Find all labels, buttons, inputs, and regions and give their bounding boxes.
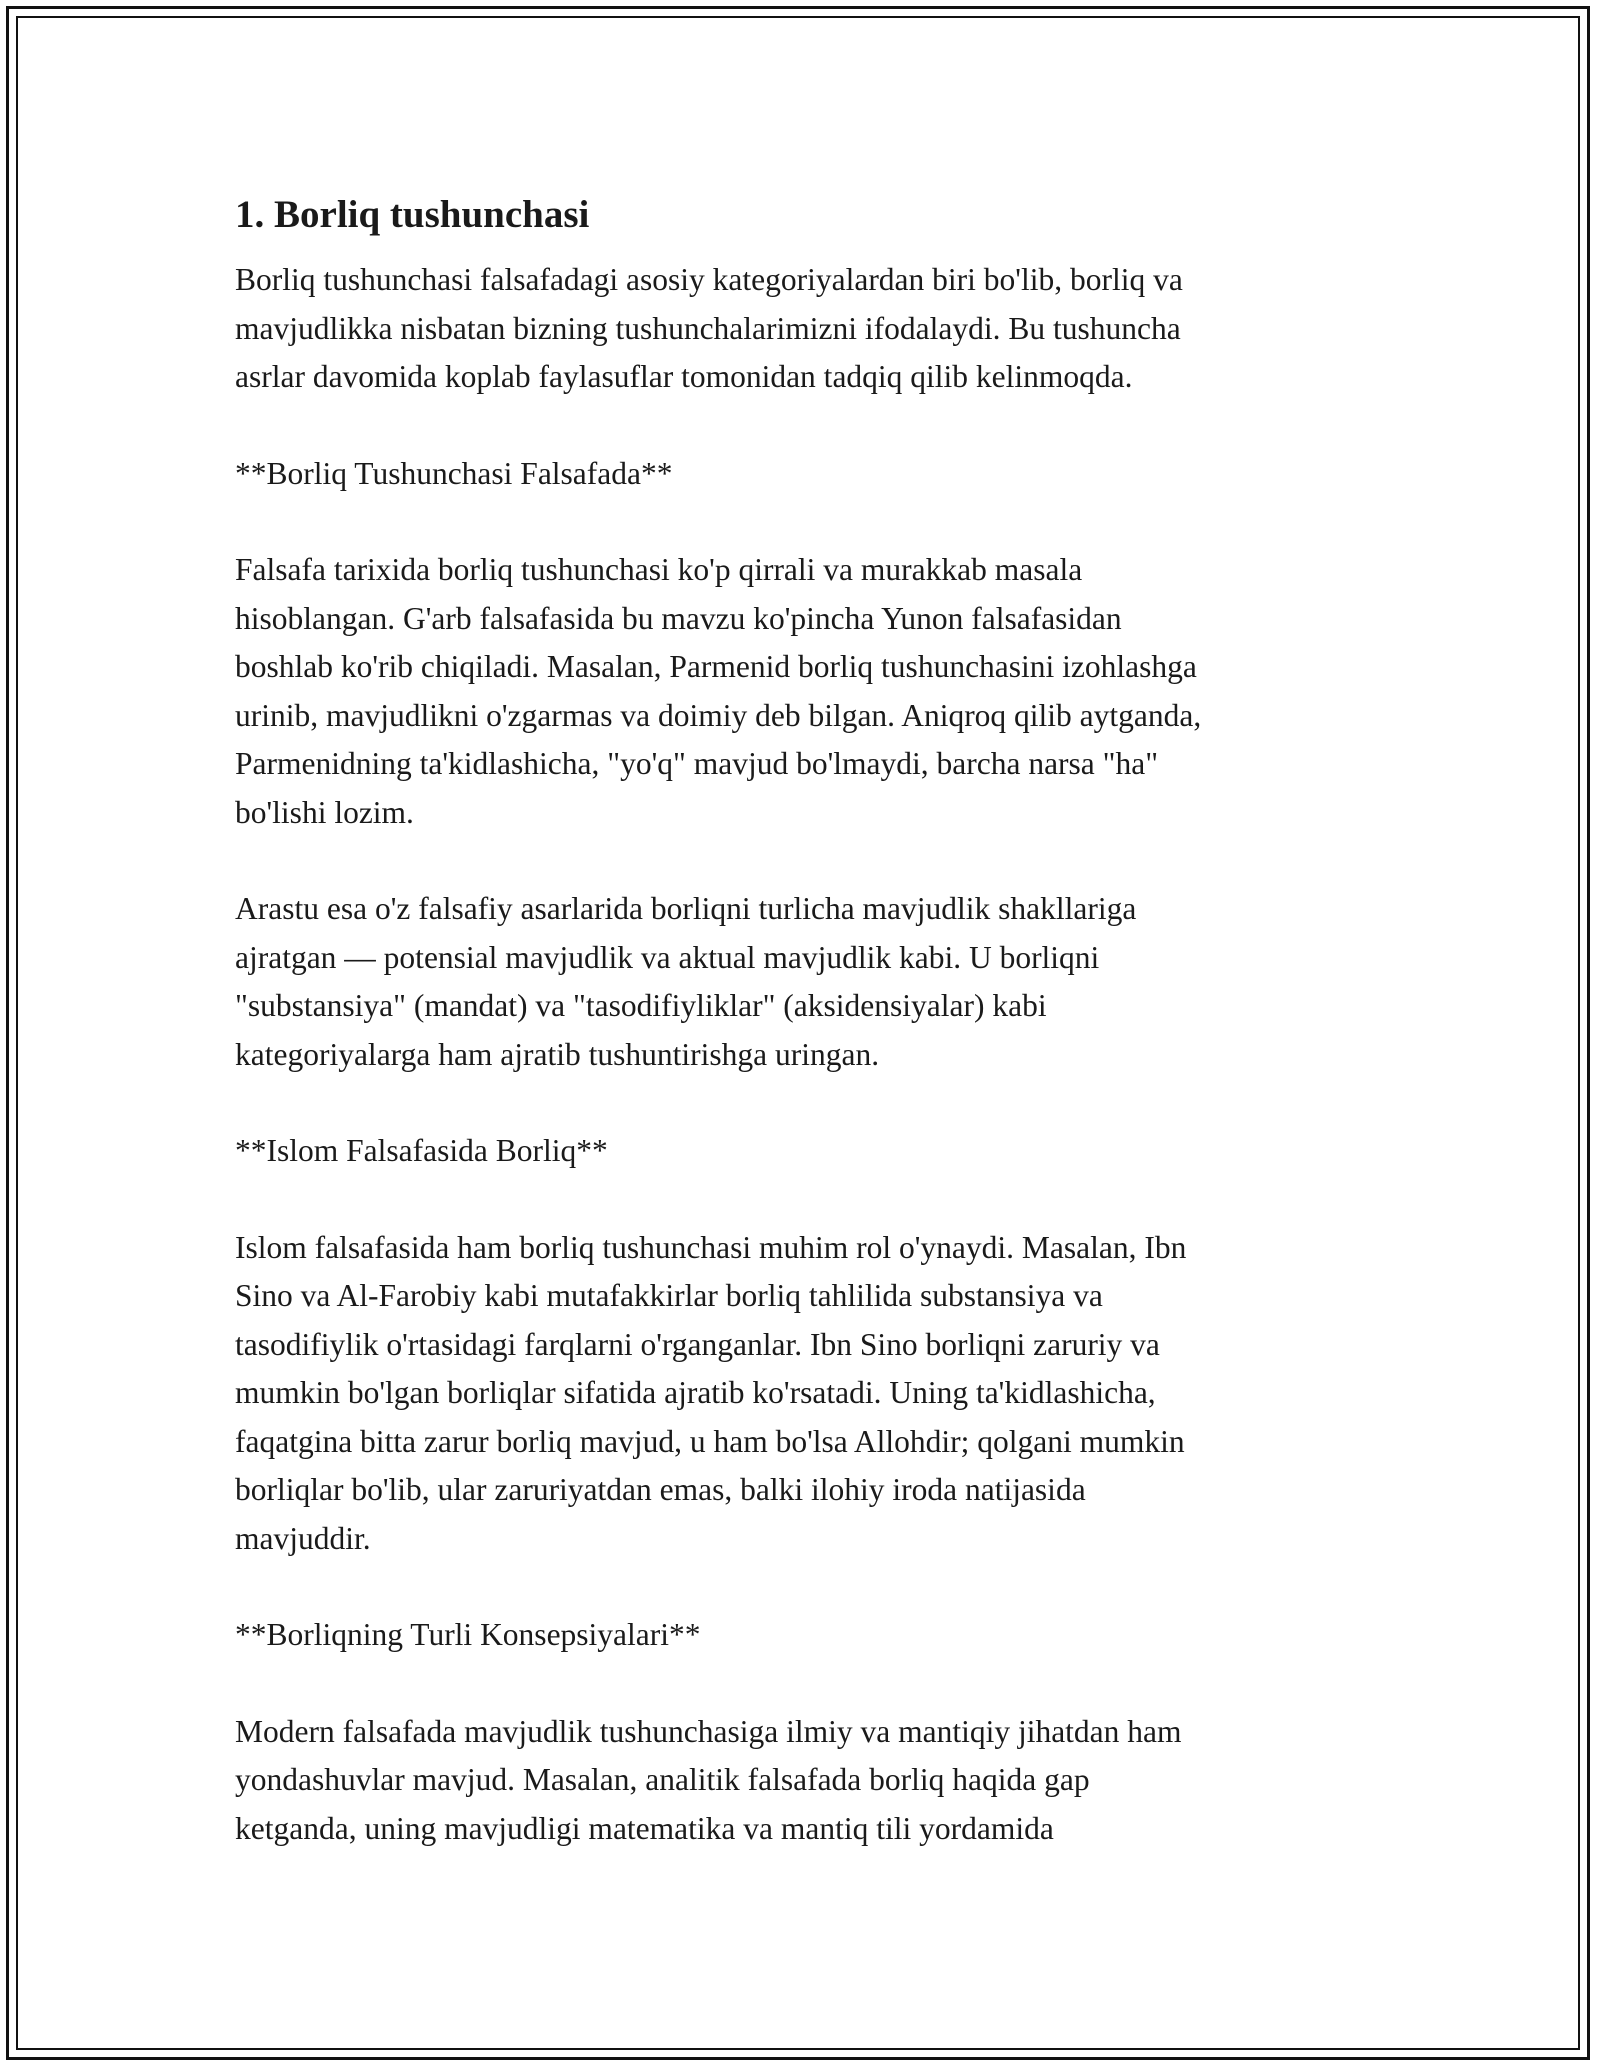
paragraph-ibn-sino: Islom falsafasida ham borliq tushunchasi muhim rol o'ynaydi. Masalan, Ibn Sino va Al-Farobiy kabi mutafakkirlar borliq tahlilida substansiya va tasodifiylik o'rtasidagi farqlarni o'rganganlar. Ibn Sino borliqni zaruriy va mumkin bo'lgan borliqlar sifatida ajratib ko'rsatadi. Uning ta'kidlashicha, faqatgina bitta zarur borliq mavjud, u ham bo'lsa Allohdir; qolgani mumkin borliqlar bo'lib, ular zaruriyatdan emas, balki ilohiy iroda natijasida mavjuddir.	[235, 1229, 1187, 1556]
section-heading: 1. Borliq tushunchasi	[235, 193, 590, 236]
subheading-islamic-philosophy: **Islom Falsafasida Borliq**	[235, 1133, 608, 1168]
intro-paragraph: Borliq tushunchasi falsafadagi asosiy kategoriyalardan biri bo'lib, borliq va mavjudlikka nisbatan bizning tushunchalarimizni ifodalaydi. Bu tushuncha asrlar davomida koplab faylasuflar tomonidan tadqiq qilib kelinmoqda.	[235, 262, 1183, 394]
paragraph-modern-philosophy: Modern falsafada mavjudlik tushunchasiga ilmiy va mantiqiy jihatdan ham yondashuvlar mavjud. Masalan, analitik falsafada borliq haqida gap ketganda, uning mavjudligi matematika va mantiq tili yordamida	[235, 1713, 1182, 1846]
paragraph-aristotle: Arastu esa o'z falsafiy asarlarida borliqni turlicha mavjudlik shakllariga ajratgan — potensial mavjudlik va aktual mavjudlik kabi. U borliqni "substansiya" (mandat) va "tasodifiyliklar" (aksidensiyalar) kabi kategoriyalarga ham ajratib tushuntirishga uringan.	[235, 891, 1137, 1072]
subheading-concepts: **Borliqning Turli Konsepsiyalari**	[235, 1617, 701, 1652]
document-body	[235, 186, 1375, 1901]
subheading-western-philosophy: **Borliq Tushunchasi Falsafada**	[235, 455, 673, 491]
paragraph-parmenides: Falsafa tarixida borliq tushunchasi ko'p qirrali va murakkab masala hisoblangan. G'arb falsafasida bu mavzu ko'pincha Yunon falsafasidan boshlab ko'rib chiqiladi. Masalan, Parmenid borliq tushunchasini izohlashga urinib, mavjudlikni o'zgarmas va doimiy deb bilgan. Aniqroq qilib aytganda, Parmenidning ta'kidlashicha, "yo'q" mavjud bo'lmaydi, barcha narsa "ha" bo'lishi lozim.	[235, 552, 1202, 830]
